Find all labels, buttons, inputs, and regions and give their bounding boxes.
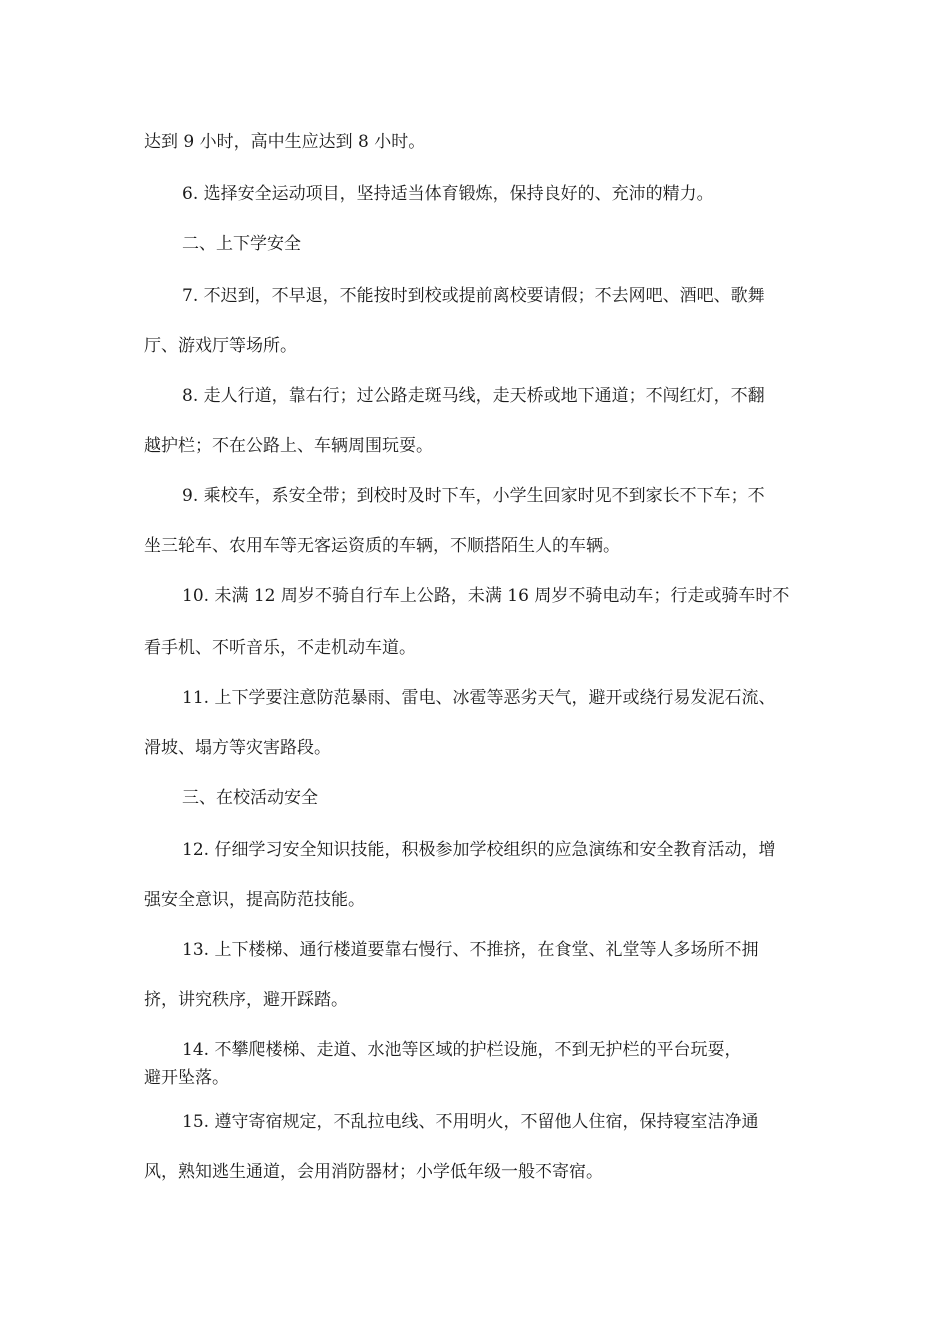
item-9: 9. 乘校车，系安全带；到校时及时下车，小学生回家时见不到家长不下车；不 (182, 486, 765, 506)
section-heading-3: 三、在校活动安全 (182, 788, 318, 808)
item-8: 8. 走人行道，靠右行；过公路走斑马线，走天桥或地下通道；不闯红灯，不翻 (182, 386, 765, 406)
section-heading-2: 二、上下学安全 (182, 234, 301, 254)
item-10: 10. 未满 12 周岁不骑自行车上公路，未满 16 周岁不骑电动车；行走或骑车时不 (182, 586, 790, 606)
text-line: 厅、游戏厅等场所。 (144, 336, 297, 356)
text-line: 风，熟知逃生通道，会用消防器材；小学低年级一般不寄宿。 (144, 1162, 603, 1182)
text-line: 越护栏；不在公路上、车辆周围玩耍。 (144, 436, 433, 456)
item-11: 11. 上下学要注意防范暴雨、雷电、冰雹等恶劣天气，避开或绕行易发泥石流、 (182, 688, 776, 708)
text-line: 达到 9 小时，高中生应达到 8 小时。 (144, 132, 426, 152)
item-7: 7. 不迟到，不早退，不能按时到校或提前离校要请假；不去网吧、酒吧、歌舞 (182, 286, 765, 306)
item-13: 13. 上下楼梯、通行楼道要靠右慢行、不推挤，在食堂、礼堂等人多场所不拥 (182, 940, 759, 960)
text-line: 避开坠落。 (144, 1068, 229, 1088)
text-line: 挤，讲究秩序，避开踩踏。 (144, 990, 348, 1010)
item-6: 6. 选择安全运动项目，坚持适当体育锻炼，保持良好的、充沛的精力。 (182, 184, 714, 204)
text-line: 坐三轮车、农用车等无客运资质的车辆，不顺搭陌生人的车辆。 (144, 536, 620, 556)
text-line: 强安全意识，提高防范技能。 (144, 890, 365, 910)
text-line: 看手机、不听音乐，不走机动车道。 (144, 638, 416, 658)
item-12: 12. 仔细学习安全知识技能，积极参加学校组织的应急演练和安全教育活动，增 (182, 840, 776, 860)
item-15: 15. 遵守寄宿规定，不乱拉电线、不用明火，不留他人住宿，保持寝室洁净通 (182, 1112, 759, 1132)
text-line: 滑坡、塌方等灾害路段。 (144, 738, 331, 758)
item-14: 14. 不攀爬楼梯、走道、水池等区域的护栏设施，不到无护栏的平台玩耍， (182, 1040, 742, 1060)
